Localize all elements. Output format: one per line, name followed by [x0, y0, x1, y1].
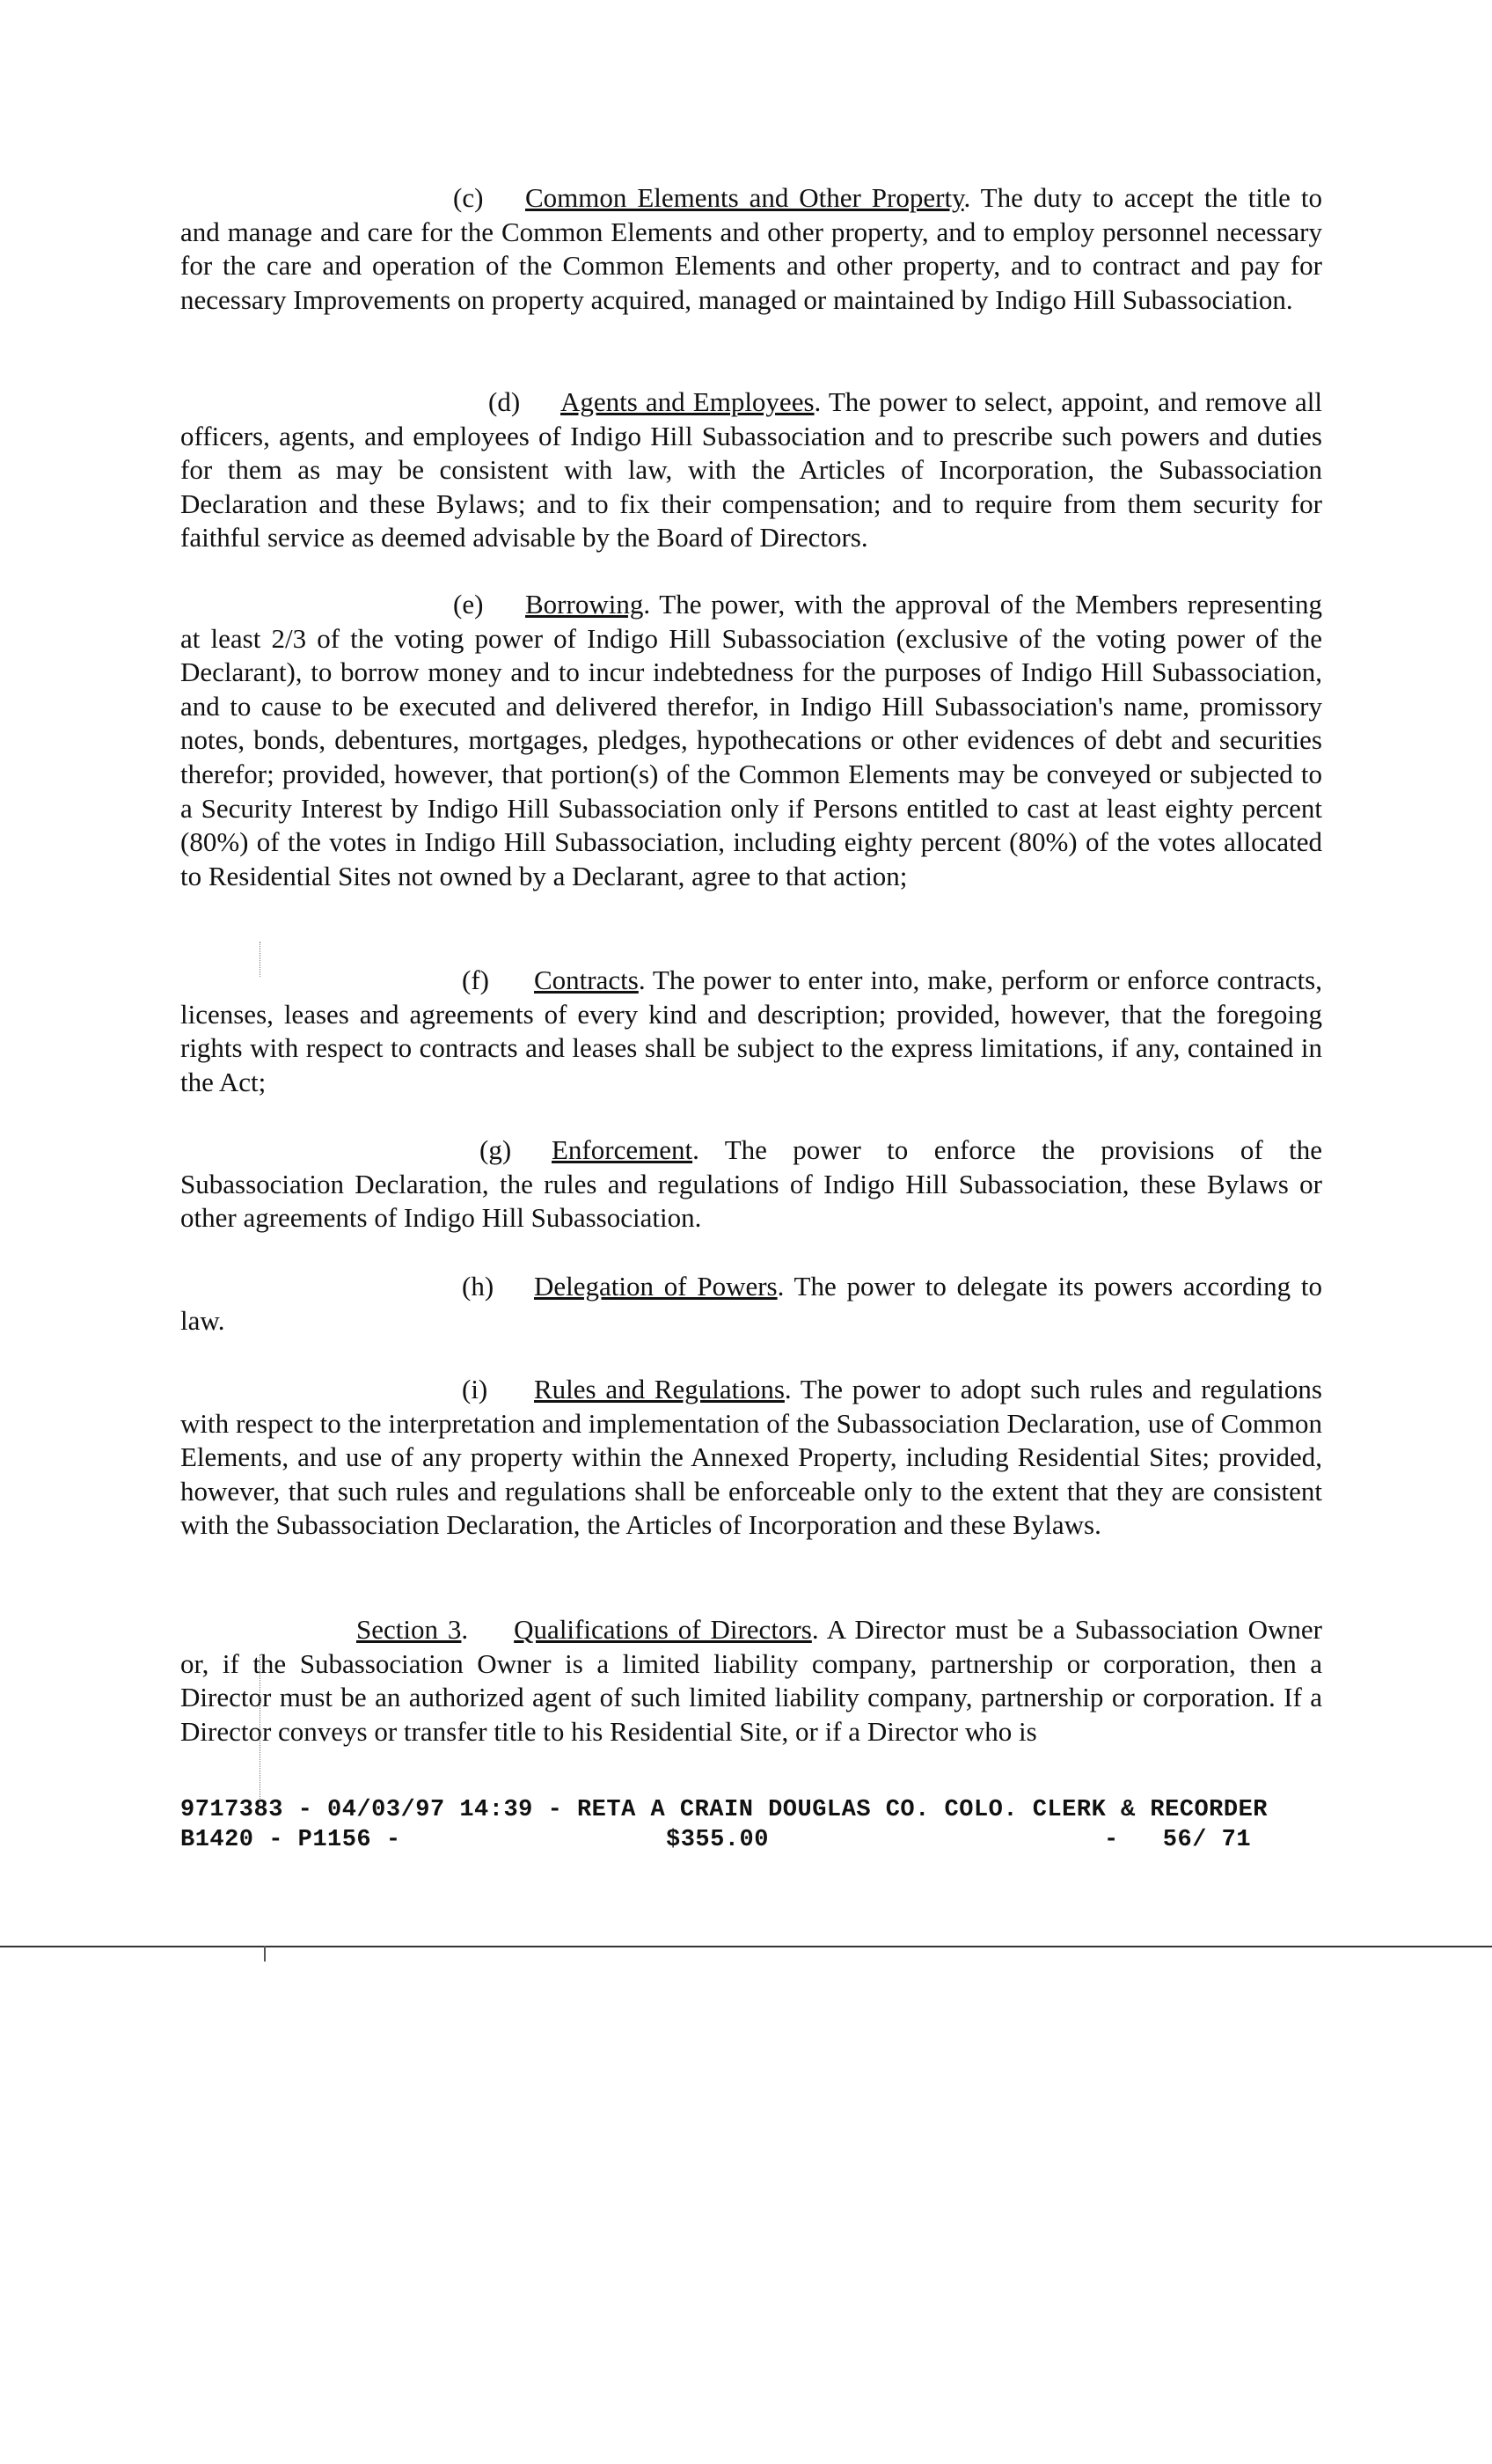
paragraph-label: (g) [479, 1134, 512, 1165]
paragraph-text: . The power to delegate its powers according to law. [180, 1271, 1322, 1336]
paragraph-text: . The power to adopt such rules and regulations with respect to the interpretation and implementation of the Subassociation Declaration, use of Common Elements, and use of any property within the Annexed Property, including Residential Sites; provided, however, that such rules and regulations shall be enforceable only to the extent that they are consistent with the Subassociation Declaration, the Articles of Incorporation and these Bylaws. [180, 1374, 1322, 1541]
paragraph-label: (d) [488, 386, 521, 417]
section-3-paragraph [180, 1613, 1322, 1749]
paragraph-g [180, 1133, 1322, 1236]
paragraph-text: . The power to select, appoint, and remove all officers, agents, and employees of Indigo Hill Subassociation and to prescribe such powers and duties for them as may be consistent with law, with the Articles of Incorporation, the Subassociation Declaration and these Bylaws; and to fix their compensation; and to require from them security for faithful service as deemed advisable by the Board of Directors. [180, 386, 1323, 554]
paragraph-label: (e) [453, 589, 484, 620]
paragraph-i [180, 1373, 1322, 1543]
paragraph-heading: Borrowing [525, 589, 644, 620]
section-label-punct: . [461, 1614, 469, 1645]
paragraph-d [180, 385, 1322, 555]
section-heading: Qualifications of Directors [514, 1614, 812, 1645]
paragraph-text: . The power to enter into, make, perform or enforce contracts, licenses, leases and agreements of every kind and description; provided, however, that the foregoing rights with respect to contracts and leases shall be subject to the express limitations, if any, contained in the Act; [180, 964, 1322, 1097]
paragraph-h [180, 1270, 1322, 1338]
recorder-stamp-line-2 [180, 1827, 1324, 1853]
book-page-ref: B1420 - P1156 - [180, 1827, 401, 1853]
page-count: - 56/ 71 [1104, 1827, 1252, 1853]
paragraph-c [180, 181, 1322, 317]
recording-fee: $355.00 [666, 1827, 769, 1853]
paragraph-heading: Enforcement [552, 1134, 693, 1165]
paragraph-label: (c) [453, 182, 484, 213]
bottom-rule [0, 1946, 1492, 1947]
section-text: . A Director must be a Subassociation Owner or, if the Subassociation Owner is a limited liability company, partnership or corporation, then a Director must be an authorized agent of such limited liability company, partnership or corporation. If a Director conveys or transfer title to his Residential Site, or if a Director who is [180, 1614, 1322, 1747]
paragraph-label: (i) [462, 1374, 488, 1404]
paragraph-heading: Contracts [534, 964, 639, 995]
paragraph-heading: Delegation of Powers [534, 1271, 778, 1302]
paragraph-heading: Agents and Employees [560, 386, 815, 417]
paragraph-label: (f) [462, 964, 489, 995]
paragraph-f [180, 964, 1322, 1099]
recorder-stamp-text: 9717383 - 04/03/97 14:39 - RETA A CRAIN DOUGLAS CO. COLO. CLERK & RECORDER [180, 1797, 1268, 1823]
paragraph-label: (h) [462, 1271, 494, 1302]
paragraph-e [180, 588, 1322, 893]
paragraph-heading: Common Elements and Other Property [525, 182, 964, 213]
paragraph-text: . The power, with the approval of the Members representing at least 2/3 of the voting power of Indigo Hill Subassociation (exclusive of the voting power of the Declarant), to borrow money and to incur indebtedness for the purposes of Indigo Hill Subassociation, and to cause to be executed and delivered therefor, in Indigo Hill Subassociation's name, promissory notes, bonds, debentures, mortgages, pledges, hypothecations or other evidences of debt and securities therefor; provided, however, that portion(s) of the Common Elements may be conveyed or subjected to a Security Interest by Indigo Hill Subassociation only if Persons entitled to cast at least eighty percent (80%) of the votes in Indigo Hill Subassociation, including eighty percent (80%) of the votes allocated to Residential Sites not owned by a Declarant, agree to that action; [180, 589, 1322, 891]
section-label: Section 3 [356, 1614, 462, 1645]
paragraph-heading: Rules and Regulations [534, 1374, 785, 1404]
paragraph-text: . The power to enforce the provisions of the Subassociation Declaration, the rules and regulations of Indigo Hill Subassociation, these Bylaws or other agreements of Indigo Hill Subassociation. [180, 1134, 1322, 1234]
paragraph-text: . The duty to accept the title to and manage and care for the Common Elements and other property, and to employ personnel necessary for the care and operation of the Common Elements and other property, and to contract and pay for necessary Improvements on property acquired, managed or maintained by Indigo Hill Subassociation. [180, 182, 1322, 315]
recorder-stamp-line-1 [180, 1797, 1324, 1823]
rule-tick-mark [264, 1946, 266, 1962]
